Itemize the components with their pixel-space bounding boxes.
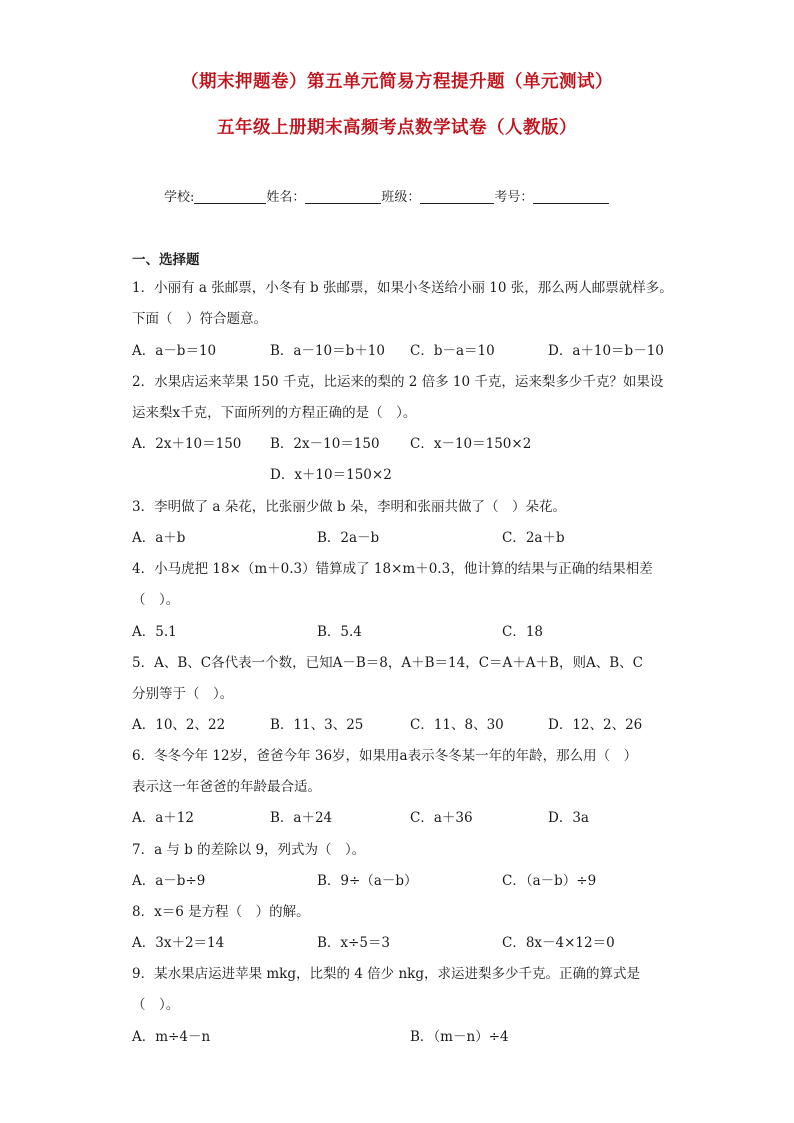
exam-no-blank[interactable] [533, 190, 609, 204]
question-3-line-1: 3．李明做了 a 朵花，比张丽少做 b 朵，李明和张丽共做了（ ）朵花。 [132, 499, 566, 515]
name-label: 姓名： [266, 190, 306, 205]
question-1-line-2: 下面（ ）符合题意。 [132, 311, 267, 327]
class-blank[interactable] [420, 190, 494, 204]
q3-option-c[interactable]: C．2a＋b [502, 530, 565, 546]
q7-option-c[interactable]: C．（a－b）÷9 [502, 873, 597, 889]
q1-option-c[interactable]: C．b－a＝10 [410, 343, 495, 359]
exam-no-label: 考号： [494, 190, 534, 205]
q6-option-b[interactable]: B．a＋24 [270, 810, 333, 826]
school-label: 学校: [164, 190, 195, 205]
q5-option-d[interactable]: D．12、2、26 [548, 717, 643, 733]
question-2-line-2: 运来梨x千克，下面所列的方程正确的是（ ）。 [132, 405, 417, 421]
q3-option-a[interactable]: A．a＋b [132, 530, 186, 546]
question-9-line-1: 9．某水果店运进苹果 mkg，比梨的 4 倍少 nkg，求运进梨多少千克。正确的算式是 [132, 966, 640, 982]
question-6-line-1: 6．冬冬今年 12岁，爸爸今年 36岁，如果用a表示冬冬某一年的年龄，那么用（ ） [132, 748, 638, 764]
q7-option-b[interactable]: B．9÷（a－b） [317, 873, 418, 889]
question-9-line-2: （ ）。 [132, 997, 180, 1013]
question-4-line-2: （ ）。 [132, 592, 180, 608]
q6-option-d[interactable]: D．3a [548, 810, 589, 826]
q1-option-d[interactable]: D．a＋10＝b－10 [548, 343, 664, 359]
q8-option-c[interactable]: C．8x－4×12＝0 [502, 935, 615, 951]
student-info-row [164, 186, 609, 205]
question-4-line-1: 4．小马虎把 18×（m＋0.3）错算成了 18×m＋0.3，他计算的结果与正确的结果相差 [132, 561, 653, 577]
q1-option-b[interactable]: B．a－10＝b＋10 [270, 343, 385, 359]
q2-option-c[interactable]: C．x－10＝150×2 [410, 436, 532, 452]
question-5-line-1: 5．A、B、C各代表一个数，已知A－B＝8，A＋B＝14，C＝A＋A＋B，则A、B、C [132, 655, 643, 671]
question-2-line-1: 2．水果店运来苹果 150 千克，比运来的梨的 2 倍多 10 千克，运来梨多少千克？如果设 [132, 374, 664, 390]
class-label: 班级： [381, 190, 421, 205]
school-blank[interactable] [194, 190, 266, 204]
title-line-1: （期末押题卷）第五单元简易方程提升题（单元测试） [181, 72, 613, 92]
question-1-line-1: 1．小丽有 a 张邮票，小冬有 b 张邮票，如果小冬送给小丽 10 张，那么两人邮票就样多。 [132, 280, 673, 296]
q6-option-a[interactable]: A．a＋12 [132, 810, 194, 826]
section-title: 一、选择题 [132, 252, 200, 268]
q4-option-c[interactable]: C．18 [502, 624, 544, 640]
q5-option-b[interactable]: B．11、3、25 [270, 717, 364, 733]
question-7-line-1: 7．a 与 b 的差除以 9，列式为（ ）。 [132, 842, 366, 858]
title-line-2: 五年级上册期末高频考点数学试卷（人教版） [217, 118, 577, 138]
question-8-line-1: 8．x＝6 是方程（ ）的解。 [132, 904, 310, 920]
q5-option-c[interactable]: C．11、8、30 [410, 717, 504, 733]
q9-option-a[interactable]: A．m÷4－n [132, 1029, 211, 1045]
q7-option-a[interactable]: A．a－b÷9 [132, 873, 206, 889]
q8-option-a[interactable]: A．3x＋2＝14 [132, 935, 225, 951]
q2-option-b[interactable]: B．2x－10＝150 [270, 436, 380, 452]
q3-option-b[interactable]: B．2a－b [317, 530, 380, 546]
q4-option-a[interactable]: A．5.1 [132, 624, 177, 640]
q6-option-c[interactable]: C．a＋36 [410, 810, 473, 826]
q4-option-b[interactable]: B．5.4 [317, 624, 362, 640]
q1-option-a[interactable]: A．a－b＝10 [132, 343, 217, 359]
q2-option-d[interactable]: D．x＋10＝150×2 [270, 467, 392, 483]
q2-option-a[interactable]: A．2x＋10＝150 [132, 436, 242, 452]
q9-option-b[interactable]: B．（m－n）÷4 [410, 1029, 509, 1045]
name-blank[interactable] [305, 190, 381, 204]
question-6-line-2: 表示这一年爸爸的年龄最合适。 [132, 779, 321, 795]
q5-option-a[interactable]: A．10、2、22 [132, 717, 226, 733]
q8-option-b[interactable]: B．x÷5＝3 [317, 935, 391, 951]
question-5-line-2: 分别等于（ ）。 [132, 686, 234, 702]
